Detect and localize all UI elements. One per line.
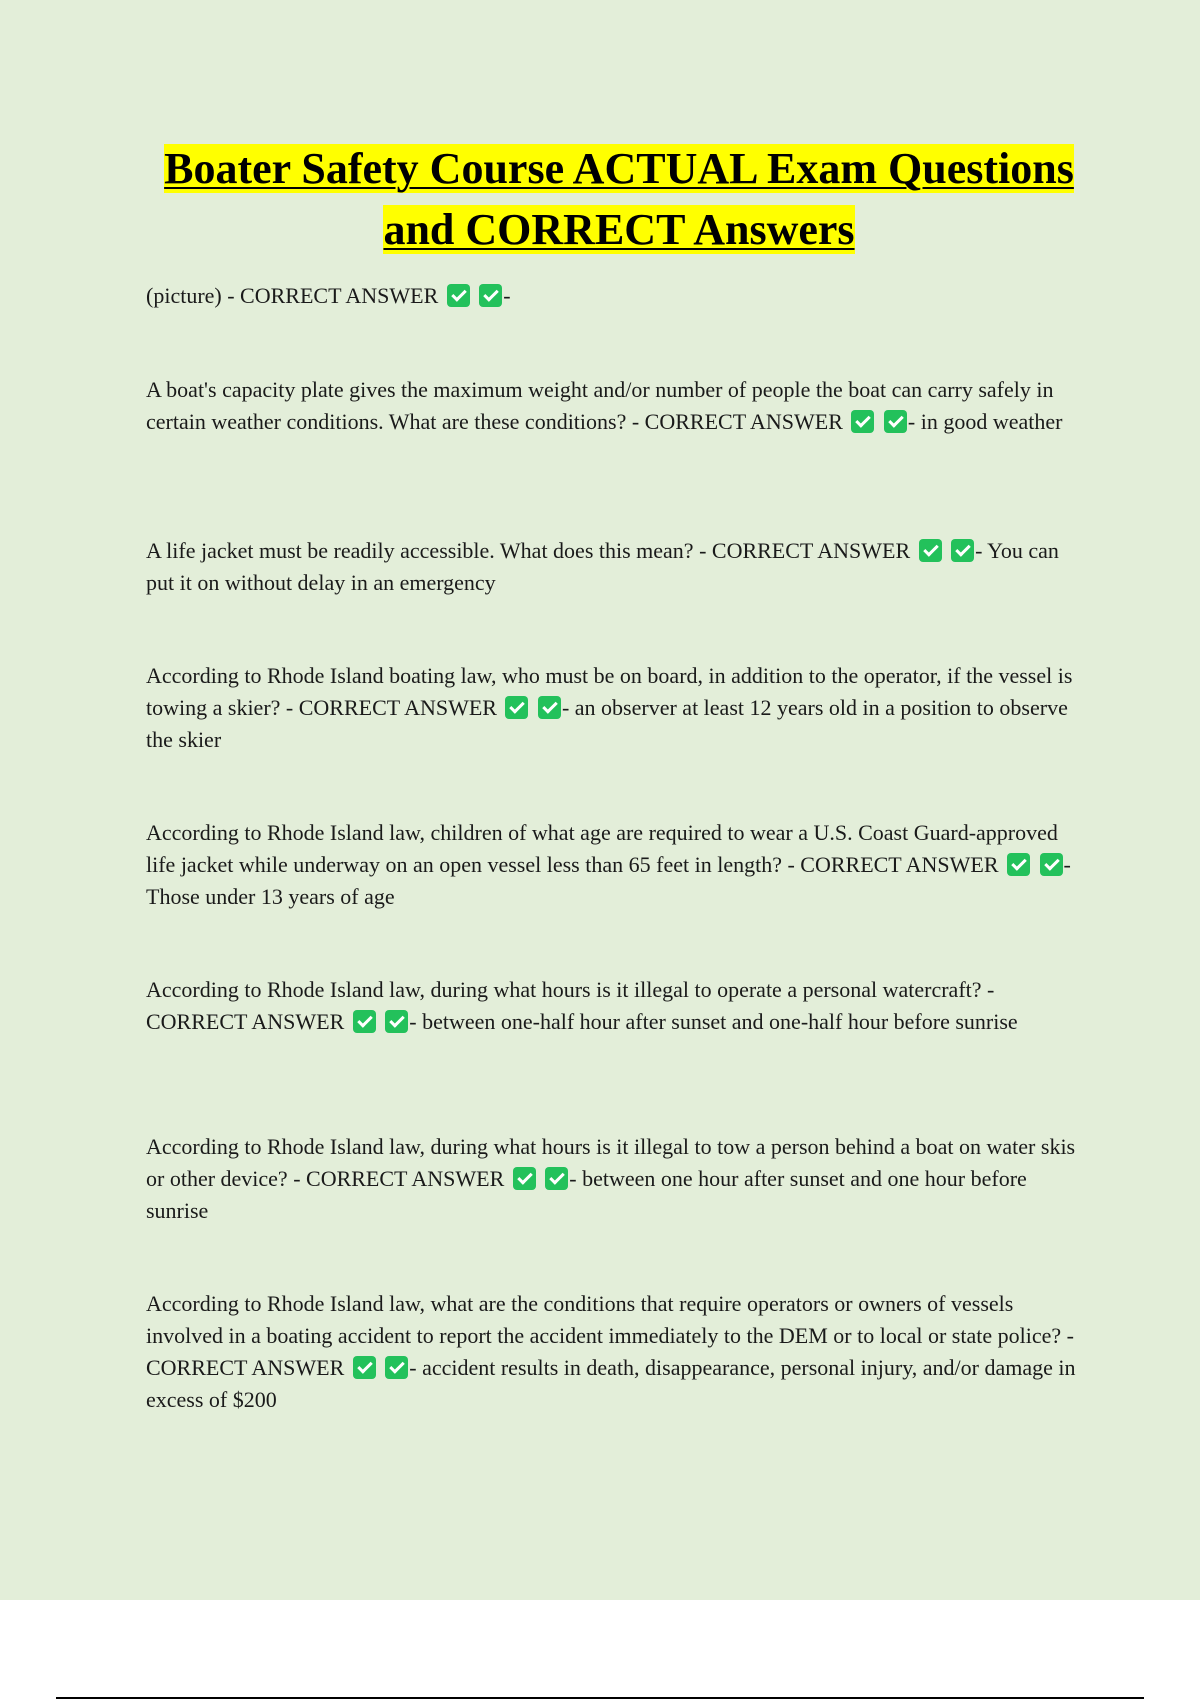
- answer-text: - in good weather: [907, 409, 1063, 434]
- question-text: According to Rhode Island law, children of what age are required to wear a U.S. Coast Guard-approved life jacket while underway on an open vessel less than 65 feet in length? - CORRECT ANSWER: [146, 820, 1058, 877]
- qa-item: [146, 817, 1092, 913]
- check-mark-icon: [851, 410, 874, 433]
- answer-text: - Those under 13 years of age: [146, 852, 1071, 909]
- answer-text: - an observer at least 12 years old in a position to observe the skier: [146, 695, 1068, 752]
- question-text: According to Rhode Island law, during what hours is it illegal to tow a person behind a boat on water skis or other device? - CORRECT ANSWER: [146, 1134, 1076, 1191]
- answer-text: - accident results in death, disappearance, personal injury, and/or damage in excess of $200: [146, 1355, 1076, 1412]
- document-title: [146, 138, 1092, 260]
- answer-text: - between one-half hour after sunset and one-half hour before sunrise: [409, 1009, 1018, 1034]
- check-mark-icon: [545, 1167, 568, 1190]
- check-mark-icon: [505, 696, 528, 719]
- qa-item: [146, 974, 1092, 1038]
- question-text: A boat's capacity plate gives the maximum weight and/or number of people the boat can carry safely in certain weather conditions. What are these conditions? - CORRECT ANSWER: [146, 377, 1054, 434]
- qa-item: [146, 660, 1092, 756]
- qa-item: [146, 374, 1092, 438]
- check-mark-icon: [884, 410, 907, 433]
- document-title-text: Boater Safety Course ACTUAL Exam Questions and CORRECT Answers: [164, 144, 1074, 254]
- answer-text: - between one hour after sunset and one hour before sunrise: [146, 1166, 1027, 1223]
- answer-text: - You can put it on without delay in an emergency: [146, 538, 1059, 595]
- question-text: According to Rhode Island law, during what hours is it illegal to operate a personal watercraft? - CORRECT ANSWER: [146, 977, 995, 1034]
- qa-item: [146, 1288, 1092, 1416]
- check-mark-icon: [385, 1356, 408, 1379]
- question-text: A life jacket must be readily accessible. What does this mean? - CORRECT ANSWER: [146, 538, 911, 563]
- check-mark-icon: [951, 539, 974, 562]
- qa-item: [146, 1131, 1092, 1227]
- qa-item: [146, 280, 1092, 312]
- question-text: According to Rhode Island boating law, who must be on board, in addition to the operator, if the vessel is towing a skier? - CORRECT ANSWER: [146, 663, 1073, 720]
- footer-divider: [56, 1697, 1144, 1699]
- check-mark-icon: [1040, 853, 1063, 876]
- qa-item: [146, 535, 1092, 599]
- check-mark-icon: [513, 1167, 536, 1190]
- check-mark-icon: [447, 284, 470, 307]
- check-mark-icon: [479, 284, 502, 307]
- check-mark-icon: [353, 1356, 376, 1379]
- answer-text: -: [503, 283, 511, 308]
- check-mark-icon: [919, 539, 942, 562]
- question-text: According to Rhode Island law, what are the conditions that require operators or owners of vessels involved in a boating accident to report the accident immediately to the DEM or to local or state police? - CORRECT ANSWER: [146, 1291, 1074, 1380]
- check-mark-icon: [538, 696, 561, 719]
- check-mark-icon: [1007, 853, 1030, 876]
- question-text: (picture) - CORRECT ANSWER: [146, 283, 439, 308]
- check-mark-icon: [385, 1010, 408, 1033]
- check-mark-icon: [353, 1010, 376, 1033]
